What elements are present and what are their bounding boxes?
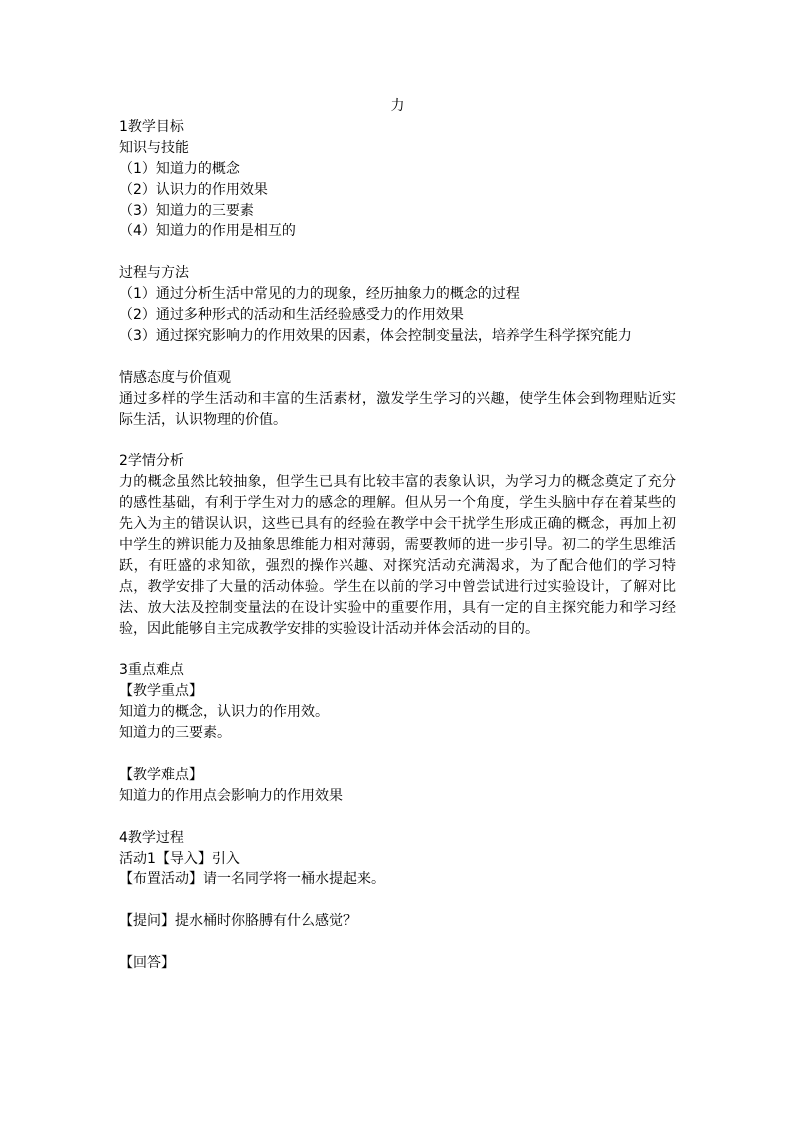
- blank-line: [119, 640, 676, 661]
- subheading-emotion: 情感态度与价值观: [119, 369, 231, 386]
- list-item: （3）知道力的三要素: [119, 202, 254, 219]
- subheading-knowledge: 知识与技能: [119, 139, 189, 156]
- section-heading-key-points: 3重点难点: [119, 662, 184, 679]
- list-item: （2）认识力的作用效果: [119, 181, 268, 198]
- analysis-paragraph: 力的概念虽然比较抽象，但学生已具有比较丰富的表象认识，为学习力的概念奠定了充分的感性基础，有利于学生对力的感念的理解。但从另一个角度，学生头脑中存在着某些的先入为主的错误认识，这些已具有的经验在教学中会干扰学生形成正确的概念，再加上初中学生的辨识能力及抽象思维能力相对薄弱，需要教师的进一步引导。初二的学生思维活跃，有旺盛的求知欲，强烈的操作兴趣、对探究活动充满渴求，为了配合他们的学习特点，教学安排了大量的活动体验。学生在以前的学习中曾尝试进行过实验设计，了解对比法、放大法及控制变量法的在设计实验中的重要作用，具有一定的自主探究能力和学习经验，因此能够自主完成教学安排的实验设计活动并体会活动的目的。: [119, 474, 676, 637]
- activity-line: 活动1【导入】引入: [119, 850, 240, 867]
- difficult-points-label: 【教学难点】: [119, 766, 203, 783]
- blank-line: [119, 347, 676, 368]
- list-item: 知道力的三要素。: [119, 725, 231, 742]
- list-item: （2）通过多种形式的活动和生活经验感受力的作用效果: [119, 307, 464, 324]
- list-item: （3）通过探究影响力的作用效果的因素，体会控制变量法，培养学生科学探究能力: [119, 327, 632, 344]
- blank-line: [119, 242, 676, 263]
- subheading-process: 过程与方法: [119, 265, 189, 282]
- list-item: 知道力的概念，认识力的作用效。: [119, 704, 329, 721]
- blank-line: [119, 430, 676, 451]
- arrange-line: 【布置活动】请一名同学将一桶水提起来。: [119, 871, 385, 888]
- blank-line: [119, 744, 676, 765]
- list-item: （1）知道力的概念: [119, 160, 240, 177]
- section-heading-process: 4教学过程: [119, 829, 184, 846]
- blank-line: [119, 890, 676, 911]
- list-item: 知道力的作用点会影响力的作用效果: [119, 787, 343, 804]
- document-page: [119, 96, 676, 974]
- blank-line: [119, 932, 676, 953]
- answer-line: 【回答】: [119, 955, 175, 972]
- key-points-label: 【教学重点】: [119, 683, 203, 700]
- document-title: 力: [390, 98, 405, 114]
- emotion-paragraph: 通过多样的学生活动和丰富的生活素材，激发学生学习的兴趣，使学生体会到物理贴近实际生活，认识物理的价值。: [119, 390, 676, 428]
- list-item: （1）通过分析生活中常见的力的现象，经历抽象力的概念的过程: [119, 286, 520, 303]
- section-heading-analysis: 2学情分析: [119, 453, 184, 470]
- blank-line: [119, 807, 676, 828]
- list-item: （4）知道力的作用是相互的: [119, 223, 296, 240]
- question-line: 【提问】提水桶时你胳膊有什么感觉？: [119, 913, 357, 930]
- section-heading-objectives: 1教学目标: [119, 118, 184, 135]
